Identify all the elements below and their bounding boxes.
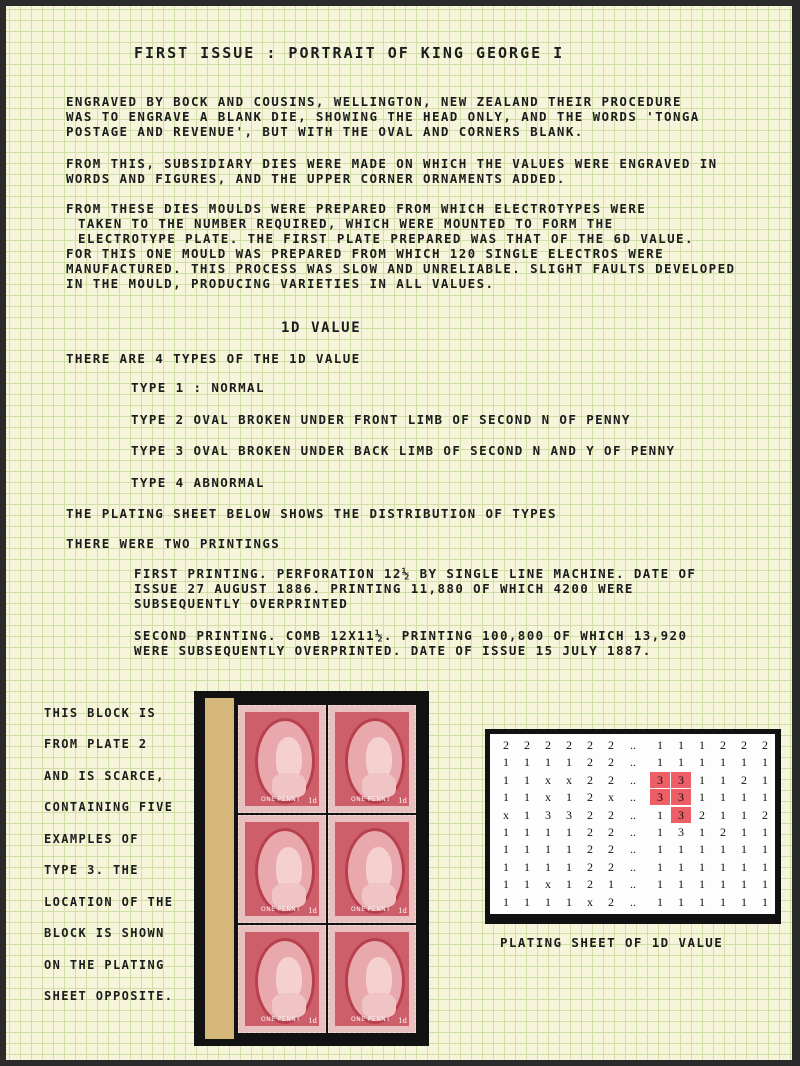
plating-cell: 1 [699, 755, 705, 770]
plating-cell: 3 [678, 825, 684, 839]
plating-cell: 1 [699, 877, 705, 892]
plating-cell: 1 [566, 859, 572, 874]
paragraph-line: FOR THIS ONE MOULD WAS PREPARED FROM WHICH 120 SINGLE ELECTROS WERE [66, 246, 665, 261]
plating-cell: 1 [678, 859, 684, 874]
stamp-design [245, 932, 319, 1026]
plating-cell: 1 [657, 825, 663, 839]
side-note-line: CONTAINING FIVE [44, 800, 174, 814]
plating-cell: 2 [741, 772, 747, 787]
plating-cell: 1 [699, 859, 705, 874]
paragraph-line: WAS TO ENGRAVE A BLANK DIE, SHOWING THE HEAD ONLY, AND THE WORDS 'TONGA [66, 109, 700, 124]
plating-cell: 1 [524, 807, 530, 822]
type-line: TYPE 4 ABNORMAL [131, 475, 265, 490]
types-intro: THERE ARE 4 TYPES OF THE 1D VALUE [66, 351, 361, 366]
plating-cell: 1 [762, 790, 768, 805]
side-note-line: THIS BLOCK IS [44, 706, 157, 720]
plating-cell: .. [630, 790, 636, 805]
page-heading: FIRST ISSUE : PORTRAIT OF KING GEORGE I [134, 44, 565, 62]
plating-cell: 1 [657, 738, 663, 752]
plating-cell: 2 [587, 790, 593, 805]
plating-cell: 2 [608, 825, 614, 839]
plating-cell: 1 [741, 859, 747, 874]
plating-cell: 1 [741, 755, 747, 770]
plating-cell: .. [630, 859, 636, 874]
plating-cell: 2 [608, 738, 614, 752]
plating-cell: 1 [762, 825, 768, 839]
stamp-design [245, 712, 319, 806]
plating-cell: 2 [720, 738, 726, 752]
plating-cell: 1 [762, 842, 768, 857]
plating-cell: 3 [566, 807, 572, 822]
plating-cell: 1 [657, 842, 663, 857]
plating-cell: x [545, 877, 551, 892]
stamp-block-mount [194, 691, 429, 1046]
second-printing-line: SECOND PRINTING. COMB 12X11½. PRINTING 100,800 OF WHICH 13,920 [134, 628, 688, 643]
subheading: 1D VALUE [281, 320, 362, 336]
plating-cell: 2 [762, 738, 768, 752]
plating-cell: 1 [720, 790, 726, 805]
stamp-design [335, 932, 409, 1026]
plating-cell: 1 [545, 755, 551, 770]
plating-cell: 1 [699, 842, 705, 857]
plating-cell: .. [630, 842, 636, 857]
portrait-chest [272, 773, 306, 797]
paragraph-line: MANUFACTURED. THIS PROCESS WAS SLOW AND UNRELIABLE. SLIGHT FAULTS DEVELOPED [66, 261, 736, 276]
plating-cell: 2 [608, 894, 614, 909]
plating-cell: .. [630, 738, 636, 752]
portrait-chest [362, 993, 396, 1017]
plating-sheet-caption: PLATING SHEET OF 1D VALUE [500, 935, 724, 950]
plating-cell: 2 [587, 772, 593, 787]
plating-cell: 1 [524, 755, 530, 770]
plating-cell: 1 [566, 894, 572, 909]
plating-cell: 1 [741, 842, 747, 857]
plating-cell: 3 [671, 789, 691, 805]
stamp-bottom-text: ONE PENNY [351, 796, 391, 803]
plating-cell: 2 [587, 825, 593, 839]
plating-cell: x [608, 790, 614, 805]
plating-cell: 2 [587, 755, 593, 770]
plating-cell: 3 [545, 807, 551, 822]
plating-cell: 1 [503, 842, 509, 857]
plating-cell: 1 [524, 877, 530, 892]
paragraph-line: ENGRAVED BY BOCK AND COUSINS, WELLINGTON, NEW ZEALAND THEIR PROCEDURE [66, 94, 682, 109]
plating-cell: 1 [566, 842, 572, 857]
stamp [328, 705, 416, 813]
plating-cell: 1 [720, 807, 726, 822]
stamp-value: 1d [398, 907, 407, 915]
plating-cell: 1 [678, 755, 684, 770]
side-note-line: ON THE PLATING [44, 958, 165, 972]
stamp-bottom-text: ONE PENNY [351, 1016, 391, 1023]
stamp-design [335, 712, 409, 806]
printings-intro: THERE WERE TWO PRINTINGS [66, 536, 281, 551]
paragraph-line: FROM THESE DIES MOULDS WERE PREPARED FROM WHICH ELECTROTYPES WERE [66, 201, 647, 216]
plating-cell: 1 [720, 842, 726, 857]
plating-cell: .. [630, 755, 636, 770]
first-printing-line: SUBSEQUENTLY OVERPRINTED [134, 596, 349, 611]
plating-cell: 1 [657, 807, 663, 822]
stamp-oval-frame [345, 718, 405, 804]
plating-cell: 1 [699, 790, 705, 805]
plating-cell: x [566, 772, 572, 787]
plating-cell: 1 [762, 894, 768, 909]
paragraph-line: POSTAGE AND REVENUE', BUT WITH THE OVAL AND CORNERS BLANK. [66, 124, 584, 139]
plating-cell: 1 [762, 772, 768, 787]
album-page [6, 6, 792, 1060]
plating-cell: 1 [741, 877, 747, 892]
plating-cell: 1 [699, 772, 705, 787]
plating-cell: 1 [524, 790, 530, 805]
plating-cell: .. [630, 894, 636, 909]
plating-cell: 1 [566, 790, 572, 805]
plating-cell: .. [630, 772, 636, 787]
side-note-line: FROM PLATE 2 [44, 737, 148, 751]
paragraph-line: IN THE MOULD, PRODUCING VARIETIES IN ALL VALUES. [66, 276, 495, 291]
plating-cell: 1 [720, 859, 726, 874]
plating-cell: 1 [720, 877, 726, 892]
stamp-oval-frame [255, 718, 315, 804]
side-note-line: AND IS SCARCE, [44, 769, 165, 783]
type-line: TYPE 3 OVAL BROKEN UNDER BACK LIMB OF SECOND N AND Y OF PENNY [131, 443, 676, 458]
plating-cell: 3 [650, 772, 670, 788]
stamp-oval-frame [255, 938, 315, 1024]
first-printing-line: FIRST PRINTING. PERFORATION 12½ BY SINGLE LINE MACHINE. DATE OF [134, 566, 697, 581]
portrait-chest [362, 773, 396, 797]
stamp-bottom-text: ONE PENNY [261, 906, 301, 913]
plating-cell: 1 [657, 859, 663, 874]
plating-cell: .. [630, 825, 636, 839]
stamp-value: 1d [308, 1017, 317, 1025]
plating-cell: x [503, 807, 509, 822]
plating-cell: 1 [566, 755, 572, 770]
plating-cell: 1 [545, 842, 551, 857]
stamp-value: 1d [308, 797, 317, 805]
plating-cell: 1 [678, 877, 684, 892]
plating-sheet-mount [485, 729, 781, 924]
plating-cell: 2 [608, 842, 614, 857]
plating-note: THE PLATING SHEET BELOW SHOWS THE DISTRIBUTION OF TYPES [66, 506, 557, 521]
plating-cell: 1 [524, 842, 530, 857]
paragraph-line: TAKEN TO THE NUMBER REQUIRED, WHICH WERE MOUNTED TO FORM THE [78, 216, 614, 231]
stamp-bottom-text: ONE PENNY [351, 906, 391, 913]
plating-cell: 1 [741, 894, 747, 909]
paragraph-line: FROM THIS, SUBSIDIARY DIES WERE MADE ON WHICH THE VALUES WERE ENGRAVED IN [66, 156, 718, 171]
plating-sheet [490, 734, 775, 914]
plating-cell: 1 [741, 807, 747, 822]
type-line: TYPE 1 : NORMAL [131, 380, 265, 395]
paragraph-line: WORDS AND FIGURES, AND THE UPPER CORNER ORNAMENTS ADDED. [66, 171, 566, 186]
plating-cell: 1 [720, 755, 726, 770]
stamp-oval-frame [345, 938, 405, 1024]
plating-cell: 1 [545, 859, 551, 874]
plating-cell: 1 [545, 894, 551, 909]
plating-cell: 3 [650, 789, 670, 805]
plating-cell: .. [630, 807, 636, 822]
side-note-line: TYPE 3. THE [44, 863, 139, 877]
plating-cell: 1 [657, 755, 663, 770]
plating-cell: 1 [545, 825, 551, 839]
plating-cell: 1 [678, 842, 684, 857]
plating-cell: 1 [699, 825, 705, 839]
side-note-line: SHEET OPPOSITE. [44, 989, 174, 1003]
first-printing-line: ISSUE 27 AUGUST 1886. PRINTING 11,880 OF WHICH 4200 WERE [134, 581, 634, 596]
plating-cell: 1 [699, 738, 705, 752]
plating-cell: 2 [608, 859, 614, 874]
stamp-bottom-text: ONE PENNY [261, 796, 301, 803]
stamp [238, 815, 326, 923]
stamp [328, 925, 416, 1033]
plating-cell: 1 [503, 877, 509, 892]
plating-cell: x [545, 790, 551, 805]
plating-cell: 1 [566, 825, 572, 839]
plating-cell: 1 [524, 859, 530, 874]
plating-cell: 1 [524, 772, 530, 787]
stamp-value: 1d [308, 907, 317, 915]
plating-cell: 1 [720, 894, 726, 909]
side-note-line: BLOCK IS SHOWN [44, 926, 165, 940]
stamp-oval-frame [255, 828, 315, 914]
portrait-chest [362, 883, 396, 907]
plating-cell: 2 [524, 738, 530, 752]
plating-cell: 2 [762, 807, 768, 822]
plating-cell: 1 [762, 859, 768, 874]
plating-cell: 2 [587, 859, 593, 874]
stamp [238, 705, 326, 813]
plating-cell: 1 [524, 894, 530, 909]
plating-cell: 2 [587, 877, 593, 892]
second-printing-line: WERE SUBSEQUENTLY OVERPRINTED. DATE OF ISSUE 15 JULY 1887. [134, 643, 652, 658]
stamp-design [335, 822, 409, 916]
plating-cell: 1 [678, 738, 684, 752]
stamp-design [245, 822, 319, 916]
plating-cell: 1 [741, 825, 747, 839]
stamp-value: 1d [398, 1017, 407, 1025]
plating-cell: 1 [657, 877, 663, 892]
plating-cell: 1 [720, 772, 726, 787]
plating-cell: x [587, 894, 593, 909]
plating-cell: 1 [566, 877, 572, 892]
plating-cell: 1 [503, 755, 509, 770]
plating-cell: 1 [503, 894, 509, 909]
plating-cell: .. [630, 877, 636, 892]
plating-cell: 1 [524, 825, 530, 839]
plating-cell: 2 [545, 738, 551, 752]
plating-cell: 2 [608, 755, 614, 770]
portrait-chest [272, 993, 306, 1017]
stamp-bottom-text: ONE PENNY [261, 1016, 301, 1023]
plating-cell: 2 [587, 807, 593, 822]
type-line: TYPE 2 OVAL BROKEN UNDER FRONT LIMB OF SECOND N OF PENNY [131, 412, 631, 427]
plating-cell: 2 [566, 738, 572, 752]
plating-cell: 1 [762, 877, 768, 892]
plating-cell: 1 [657, 894, 663, 909]
plating-cell: 1 [699, 894, 705, 909]
plating-cell: 2 [608, 772, 614, 787]
stamp [328, 815, 416, 923]
plating-cell: 3 [671, 807, 691, 823]
paragraph-line: ELECTROTYPE PLATE. THE FIRST PLATE PREPARED WAS THAT OF THE 6D VALUE. [78, 231, 694, 246]
plating-cell: x [545, 772, 551, 787]
portrait-chest [272, 883, 306, 907]
plating-cell: 2 [587, 738, 593, 752]
plating-cell: 1 [608, 877, 614, 892]
stamp-value: 1d [398, 797, 407, 805]
plating-cell: 2 [587, 842, 593, 857]
plating-cell: 1 [503, 859, 509, 874]
plating-cell: 2 [741, 738, 747, 752]
plating-cell: 2 [720, 825, 726, 839]
sheet-selvedge [205, 698, 234, 1039]
side-note-line: LOCATION OF THE [44, 895, 174, 909]
plating-cell: 1 [741, 790, 747, 805]
plating-cell: 1 [678, 894, 684, 909]
plating-cell: 2 [608, 807, 614, 822]
plating-cell: 1 [503, 790, 509, 805]
stamp [238, 925, 326, 1033]
plating-cell: 3 [671, 772, 691, 788]
stamp-oval-frame [345, 828, 405, 914]
plating-cell: 2 [699, 807, 705, 822]
plating-cell: 1 [503, 825, 509, 839]
plating-cell: 1 [762, 755, 768, 770]
plating-cell: 1 [503, 772, 509, 787]
side-note-line: EXAMPLES OF [44, 832, 139, 846]
plating-cell: 2 [503, 738, 509, 752]
